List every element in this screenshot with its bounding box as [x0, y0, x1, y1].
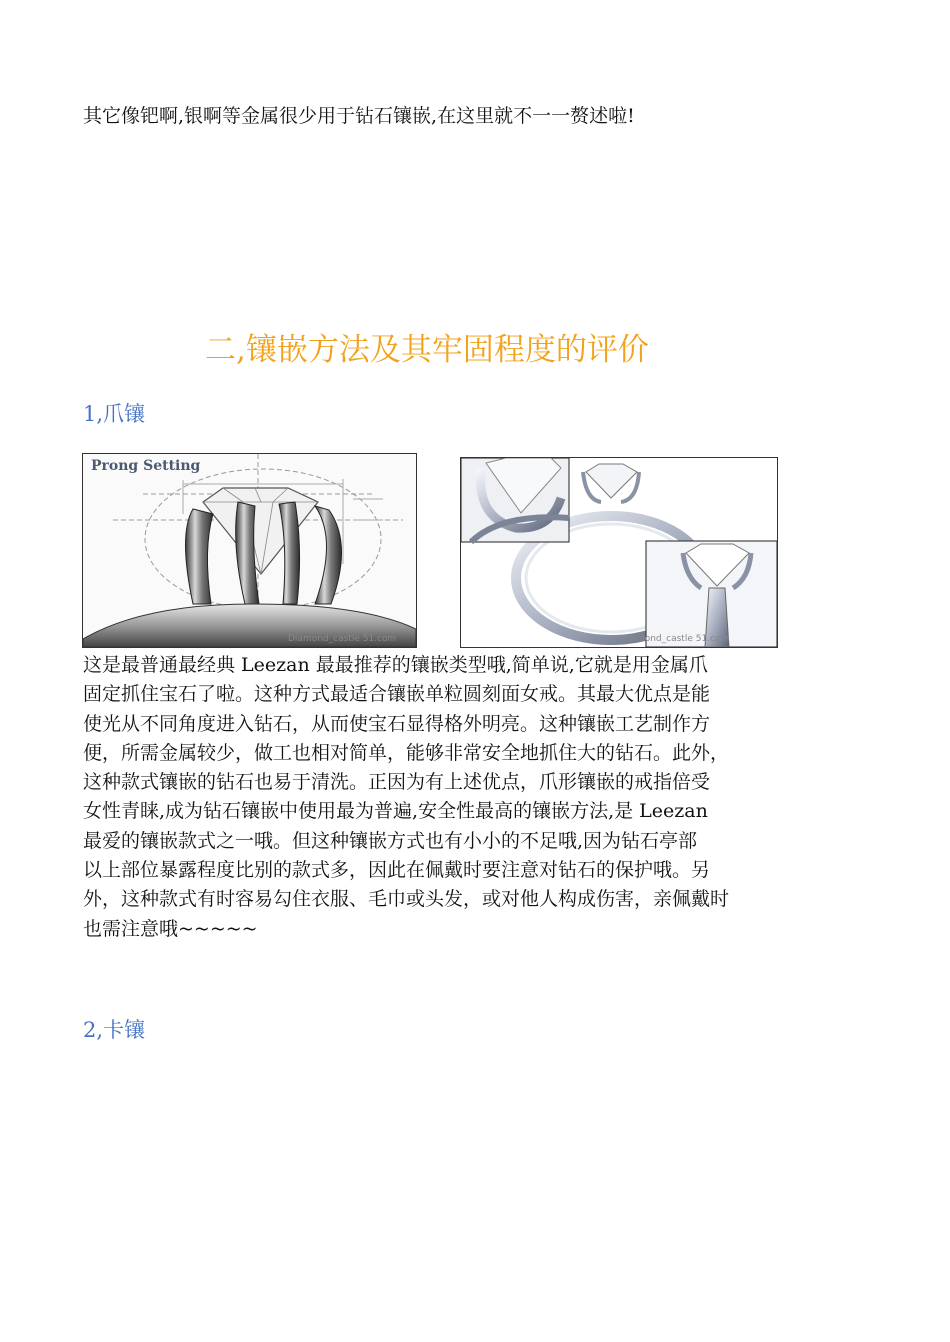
figure-title: Prong Setting	[91, 458, 201, 474]
paragraph-line: 固定抓住宝石了啦。这种方式最适合镶嵌单粒圆刻面女戒。其最大优点是能	[83, 683, 711, 706]
paragraph-line: 外，这种款式有时容易勾住衣服、毛巾或头发，或对他人构成伤害，亲佩戴时	[83, 888, 730, 911]
paragraph-line: 也需注意哦~~~~~	[83, 917, 258, 940]
figure-watermark: Diamond_castle 51.com	[621, 634, 730, 644]
prong-setting-illustration	[83, 454, 416, 647]
ring-photos	[461, 458, 777, 647]
prong-setting-drawing	[82, 453, 417, 648]
paragraph-line: 便，所需金属较少，做工也相对简单，能够非常安全地抓住大的钻石。此外，	[83, 741, 730, 764]
section-heading: 二,镶嵌方法及其牢固程度的评价	[205, 332, 649, 368]
intro-text: 其它像钯啊,银啊等金属很少用于钻石镶嵌,在这里就不一一赘述啦!	[83, 105, 635, 127]
subheading-prong: 1,爪镶	[83, 402, 146, 426]
subheading-bezel: 2,卡镶	[83, 1018, 146, 1042]
prong-description	[83, 651, 813, 944]
ring-photo-collage	[460, 457, 778, 648]
paragraph-line: 使光从不同角度进入钻石，从而使宝石显得格外明亮。这种镶嵌工艺制作方	[83, 712, 711, 735]
paragraph-line: 以上部位暴露程度比别的款式多，因此在佩戴时要注意对钻石的保护哦。另	[83, 859, 711, 882]
paragraph-line: 女性青睐,成为钻石镶嵌中使用最为普遍,安全性最高的镶嵌方法,是 Leezan	[83, 800, 708, 823]
figure-watermark: Diamond_castle 51.com	[288, 634, 397, 644]
paragraph-line: 最爱的镶嵌款式之一哦。但这种镶嵌方式也有小小的不足哦,因为钻石亭部	[83, 829, 698, 852]
paragraph-line: 这是最普通最经典 Leezan 最最推荐的镶嵌类型哦,简单说,它就是用金属爪	[83, 654, 708, 676]
paragraph-line: 这种款式镶嵌的钻石也易于清洗。正因为有上述优点，爪形镶嵌的戒指倍受	[83, 771, 711, 794]
